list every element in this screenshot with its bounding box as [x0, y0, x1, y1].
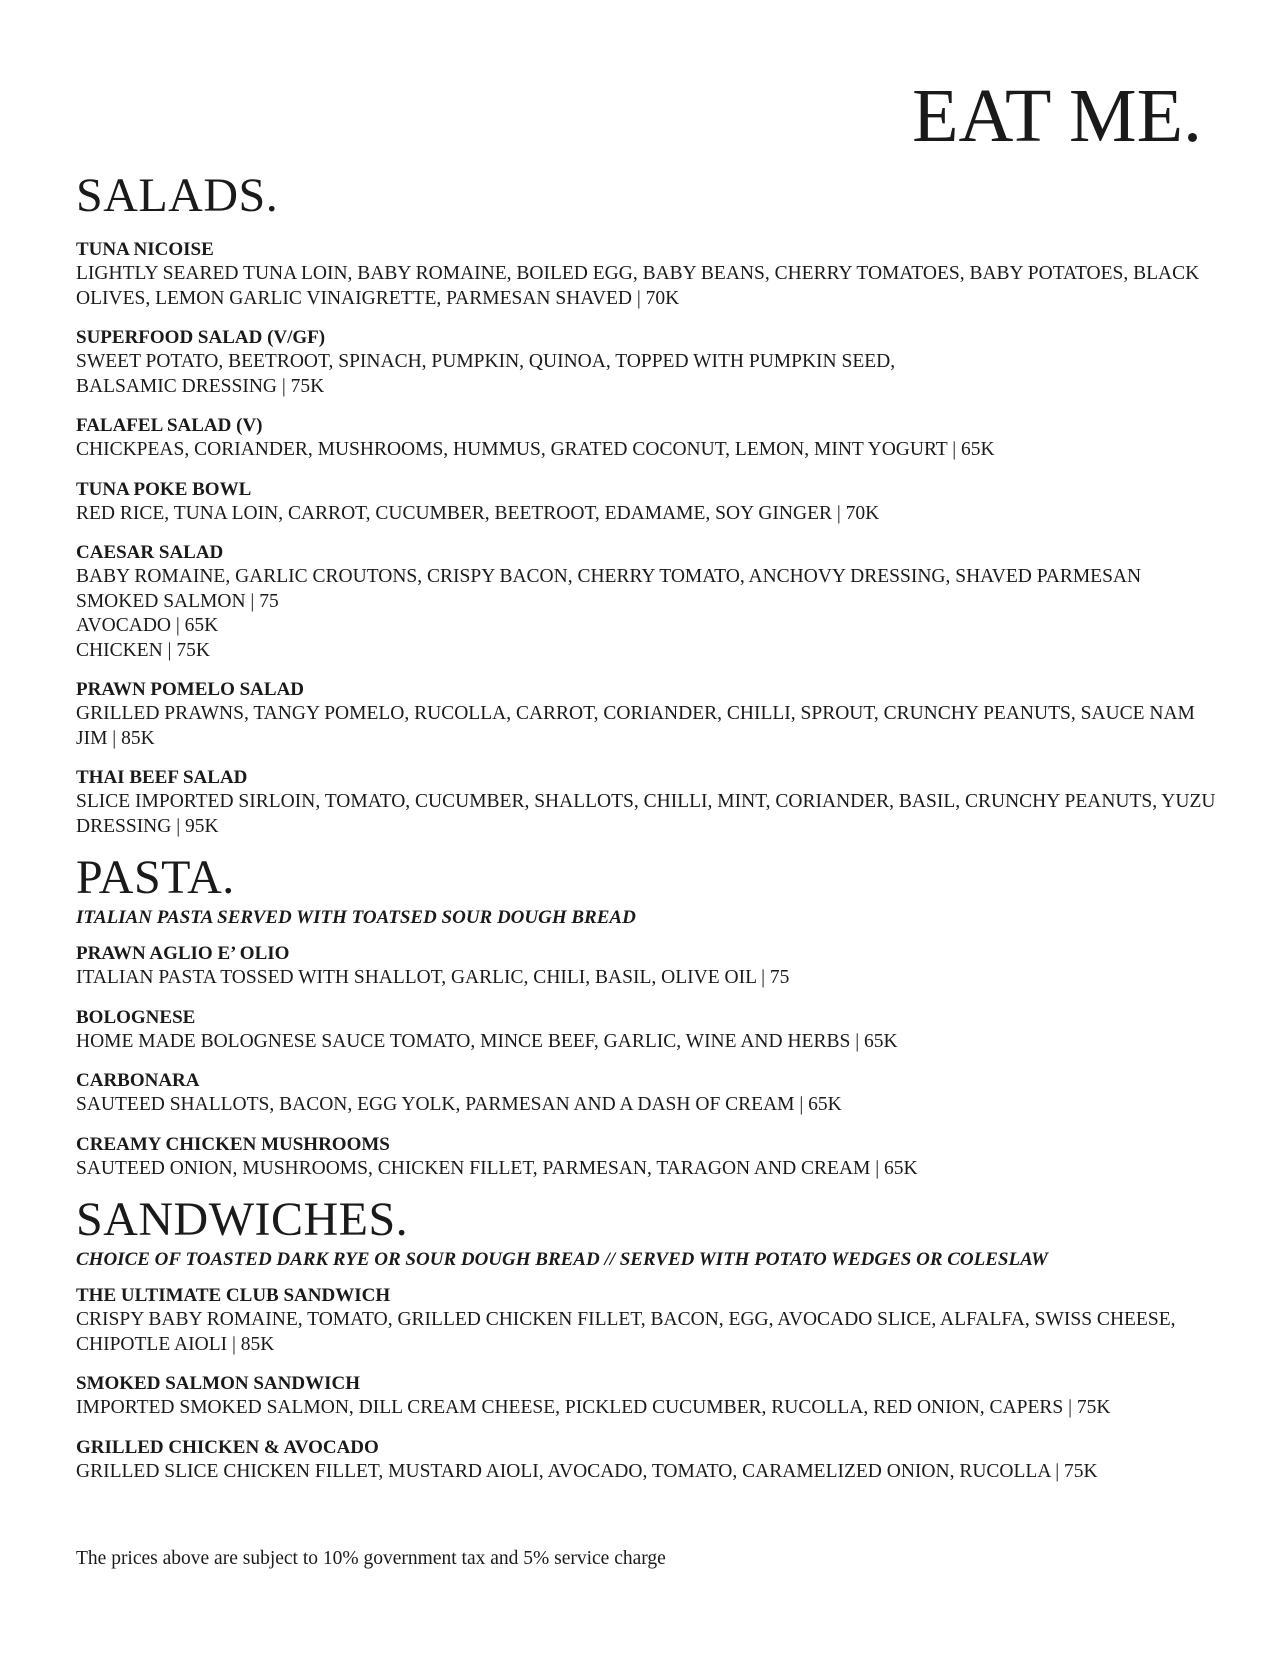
item-name: PRAWN POMELO SALAD: [76, 679, 305, 700]
menu-item: [76, 1069, 1216, 1118]
item-option: AVOCADO | 65K: [76, 615, 219, 636]
menu-item: [76, 1372, 1216, 1421]
item-name: THAI BEEF SALAD: [76, 767, 248, 788]
section-subtitle-sandwiches: CHOICE OF TOASTED DARK RYE OR SOUR DOUGH BREAD // SERVED WITH POTATO WEDGES OR COLESLAW: [76, 1249, 1048, 1270]
menu-item: [76, 1133, 1216, 1182]
menu-item: [76, 1284, 1216, 1357]
item-name: TUNA POKE BOWL: [76, 478, 252, 500]
item-name: GRILLED CHICKEN & AVOCADO: [76, 1436, 379, 1458]
item-description: RED RICE, TUNA LOIN, CARROT, CUCUMBER, BEETROOT, EDAMAME, SOY GINGER | 70K: [76, 502, 880, 524]
brand-title: EAT ME.: [912, 74, 1202, 158]
menu-content: [76, 169, 1216, 1499]
section-title-sandwiches: SANDWICHES.: [76, 1193, 409, 1246]
item-name: SMOKED SALMON SANDWICH: [76, 1373, 360, 1394]
item-description: ITALIAN PASTA TOSSED WITH SHALLOT, GARLIC, CHILI, BASIL, OLIVE OIL | 75: [76, 967, 790, 988]
item-description: SAUTEED ONION, MUSHROOMS, CHICKEN FILLET, PARMESAN, TARAGON AND CREAM | 65K: [76, 1157, 918, 1179]
item-description: CRISPY BABY ROMAINE, TOMATO, GRILLED CHICKEN FILLET, BACON, EGG, AVOCADO SLICE, ALFALFA, SWISS CHEESE, CHIPOTLE AIOLI | 85K: [76, 1309, 1176, 1355]
section-subtitle-pasta: ITALIAN PASTA SERVED WITH TOATSED SOUR DOUGH BREAD: [76, 907, 636, 928]
item-description: CHICKPEAS, CORIANDER, MUSHROOMS, HUMMUS, GRATED COCONUT, LEMON, MINT YOGURT | 65K: [76, 439, 995, 460]
item-description: BABY ROMAINE, GARLIC CROUTONS, CRISPY BACON, CHERRY TOMATO, ANCHOVY DRESSING, SHAVED PARMESAN: [76, 566, 1142, 587]
item-name: PRAWN AGLIO E’ OLIO: [76, 943, 290, 964]
menu-item: [76, 1436, 1216, 1485]
item-description: SAUTEED SHALLOTS, BACON, EGG YOLK, PARMESAN AND A DASH OF CREAM | 65K: [76, 1094, 842, 1115]
menu-item: [76, 541, 1216, 663]
menu-item: [76, 678, 1216, 751]
item-name: CAESAR SALAD: [76, 542, 224, 563]
item-name: THE ULTIMATE CLUB SANDWICH: [76, 1285, 391, 1306]
item-option: CHICKEN | 75K: [76, 639, 210, 661]
item-description: SLICE IMPORTED SIRLOIN, TOMATO, CUCUMBER, SHALLOTS, CHILLI, MINT, CORIANDER, BASIL, CRUNCHY PEANUTS, YUZU DRESSING | 95K: [76, 791, 1216, 837]
menu-item: [76, 478, 1216, 527]
item-option: SMOKED SALMON | 75: [76, 590, 279, 612]
menu-item: [76, 766, 1216, 839]
item-name: CARBONARA: [76, 1070, 200, 1091]
item-name: SUPERFOOD SALAD (V/GF): [76, 327, 326, 348]
item-description: HOME MADE BOLOGNESE SAUCE TOMATO, MINCE BEEF, GARLIC, WINE AND HERBS | 65K: [76, 1030, 898, 1052]
section-title-pasta: PASTA.: [76, 851, 235, 904]
item-name: TUNA NICOISE: [76, 239, 214, 260]
menu-item: [76, 238, 1216, 311]
item-description: LIGHTLY SEARED TUNA LOIN, BABY ROMAINE, BOILED EGG, BABY BEANS, CHERRY TOMATOES, BABY POTATOES, BLACK OLIVES, LEMON GARLIC VINAIGRETTE, PARMESAN SHAVED | 70K: [76, 263, 1200, 309]
section-title-salads: SALADS.: [76, 169, 279, 222]
item-description: GRILLED SLICE CHICKEN FILLET, MUSTARD AIOLI, AVOCADO, TOMATO, CARAMELIZED ONION, RUCOLLA | 75K: [76, 1460, 1098, 1482]
item-name: FALAFEL SALAD (V): [76, 415, 263, 436]
menu-item: [76, 1006, 1216, 1055]
item-name: CREAMY CHICKEN MUSHROOMS: [76, 1133, 390, 1155]
menu-item: [76, 942, 1216, 991]
menu-item: [76, 414, 1216, 463]
menu-item: [76, 326, 956, 399]
item-description: IMPORTED SMOKED SALMON, DILL CREAM CHEESE, PICKLED CUCUMBER, RUCOLLA, RED ONION, CAPERS | 75K: [76, 1397, 1111, 1418]
tax-footnote: The prices above are subject to 10% government tax and 5% service charge: [76, 1548, 666, 1569]
item-description: SWEET POTATO, BEETROOT, SPINACH, PUMPKIN, QUINOA, TOPPED WITH PUMPKIN SEED, BALSAMIC DRESSING | 75K: [76, 351, 896, 397]
item-name: BOLOGNESE: [76, 1006, 196, 1028]
item-description: GRILLED PRAWNS, TANGY POMELO, RUCOLLA, CARROT, CORIANDER, CHILLI, SPROUT, CRUNCHY PEANUTS, SAUCE NAM JIM | 85K: [76, 703, 1195, 749]
